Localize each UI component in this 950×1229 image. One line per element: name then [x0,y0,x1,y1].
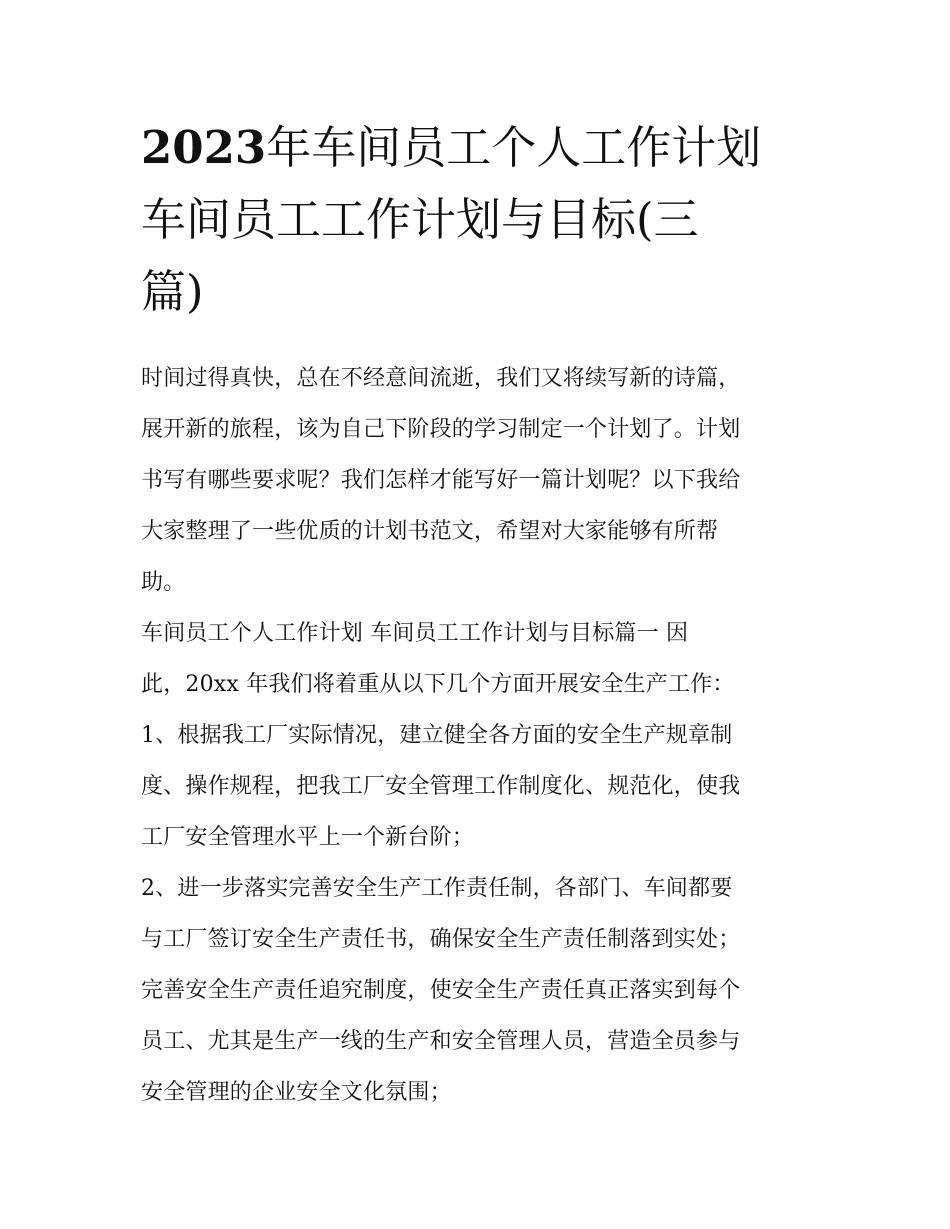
title-line-1-text: 年车间员工个人工作计划 [266,121,762,174]
text-line: 员工、尤其是生产一线的生产和安全管理人员，营造全员参与 [141,1029,741,1054]
text-line: 助。 [141,570,186,595]
text-line: 工厂安全管理水平上一个新台阶； [141,825,475,850]
text-line: 1、根据我工厂实际情况，建立健全各方面的安全生产规章制 [141,723,733,748]
title-line-1 [141,112,821,184]
document-content [141,112,821,1118]
text-line: 与工厂签订安全生产责任书，确保安全生产责任制落到实处； [141,927,741,952]
text-line: 展开新的旅程，该为自己下阶段的学习制定一个计划了。计划 [141,417,741,442]
document-title [141,112,821,328]
text-line: 安全管理的企业安全文化氛围； [141,1080,452,1105]
text-line: 2、进一步落实完善安全生产工作责任制，各部门、车间都要 [141,876,733,901]
text-line: 时间过得真快，总在不经意间流逝，我们又将续写新的诗篇， [141,366,741,391]
text-line: 车间员工个人工作计划 车间员工工作计划与目标篇一 因 [141,621,689,646]
text-line: 书写有哪些要求呢？我们怎样才能写好一篇计划呢？以下我给 [141,468,741,493]
body-text [141,353,821,1118]
title-line-2: 车间员工工作计划与目标(三 [141,193,699,246]
text-line: 度、操作规程，把我工厂安全管理工作制度化、规范化，使我 [141,774,741,799]
title-line-3: 篇) [141,265,204,318]
text-line: 此，20xx 年我们将着重从以下几个方面开展安全生产工作： [141,672,735,697]
text-line: 大家整理了一些优质的计划书范文，希望对大家能够有所帮 [141,519,719,544]
title-year: 2023 [141,121,267,174]
text-line: 完善安全生产责任追究制度，使安全生产责任真正落实到每个 [141,978,741,1003]
